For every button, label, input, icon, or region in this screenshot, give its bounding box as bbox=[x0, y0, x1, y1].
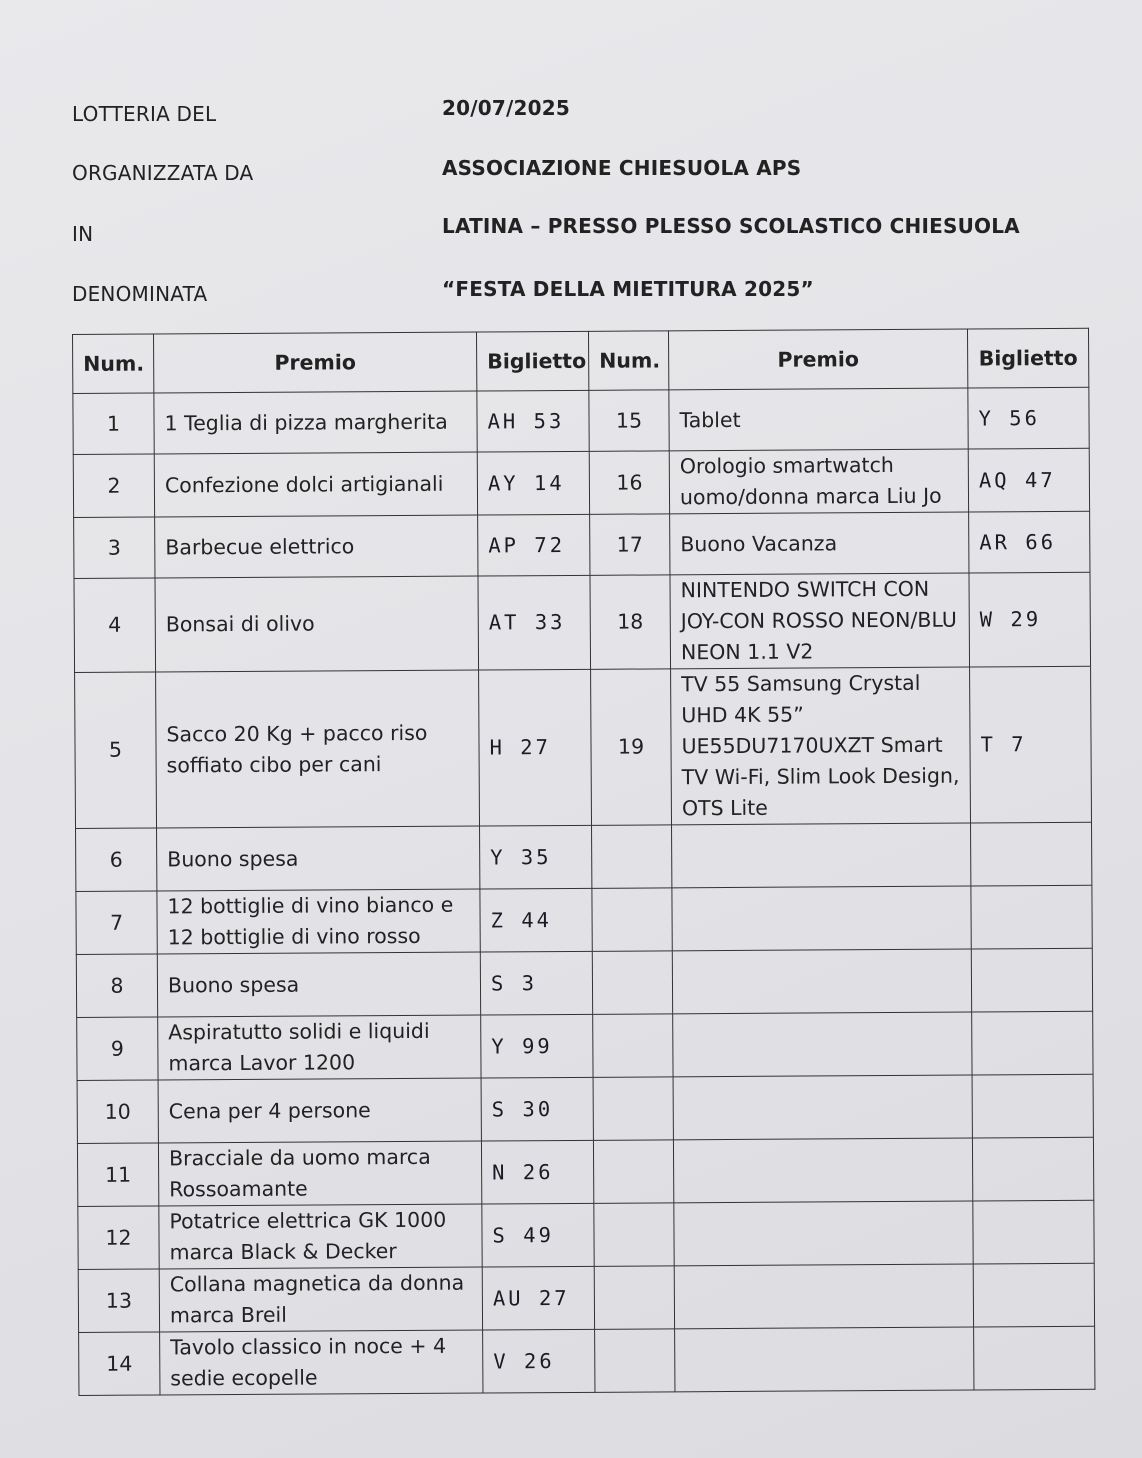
prize-description-right: Orologio smartwatch uomo/donna marca Liu Jo bbox=[669, 449, 968, 514]
prize-table bbox=[72, 328, 1095, 1396]
table-row bbox=[75, 666, 1092, 828]
table-row bbox=[74, 511, 1090, 578]
winning-ticket-left: AH 53 bbox=[477, 390, 589, 452]
winning-ticket-right: AQ 47 bbox=[968, 448, 1089, 512]
table-row bbox=[73, 387, 1089, 454]
prize-number-left: 1 bbox=[73, 393, 154, 454]
prize-number-left: 3 bbox=[74, 517, 155, 578]
prize-description-right bbox=[674, 1264, 973, 1329]
winning-ticket-right bbox=[971, 948, 1092, 1012]
winning-ticket-left: Y 99 bbox=[481, 1014, 593, 1078]
prize-number-right: 15 bbox=[589, 390, 669, 451]
winning-ticket-left: Z 44 bbox=[480, 888, 592, 952]
header-label-organizer: ORGANIZZATA DA bbox=[72, 161, 254, 185]
column-header-ticket-right: Biglietto bbox=[967, 328, 1088, 388]
column-header-ticket-left: Biglietto bbox=[476, 331, 588, 391]
table-row bbox=[77, 1074, 1093, 1143]
winning-ticket-left: AU 27 bbox=[482, 1266, 594, 1330]
prize-description-left: 1 Teglia di pizza margherita bbox=[154, 391, 477, 454]
prize-number-left: 12 bbox=[78, 1206, 159, 1269]
prize-number-right bbox=[593, 1014, 673, 1077]
prize-description-right bbox=[673, 1075, 972, 1140]
prize-number-left: 9 bbox=[77, 1017, 158, 1080]
header-label-lottery: LOTTERIA DEL bbox=[72, 102, 217, 126]
prize-number-right bbox=[593, 1140, 673, 1203]
prize-description-left: 12 bottiglie di vino bianco e 12 bottiglie di vino rosso bbox=[157, 889, 480, 954]
prize-description-right: Tablet bbox=[669, 388, 968, 451]
prize-description-right bbox=[672, 949, 971, 1014]
table-row bbox=[78, 1200, 1094, 1269]
winning-ticket-left: Y 35 bbox=[480, 825, 592, 889]
winning-ticket-left: N 26 bbox=[481, 1140, 593, 1204]
table-header-row bbox=[73, 328, 1089, 393]
header-label-place: IN bbox=[72, 222, 94, 246]
prize-number-left: 2 bbox=[73, 454, 154, 517]
winning-ticket-left: V 26 bbox=[483, 1329, 595, 1393]
prize-description-left: Confezione dolci artigianali bbox=[154, 452, 477, 517]
prize-description-left: Tavolo classico in noce + 4 sedie ecopelle bbox=[160, 1330, 483, 1395]
prize-number-right: 19 bbox=[591, 669, 672, 825]
winning-ticket-right bbox=[972, 1074, 1093, 1138]
table-row bbox=[76, 948, 1092, 1017]
prize-number-left: 10 bbox=[77, 1080, 158, 1143]
winning-ticket-left: H 27 bbox=[479, 669, 592, 826]
prize-number-right bbox=[595, 1329, 675, 1392]
prize-number-right: 17 bbox=[590, 514, 670, 575]
prize-description-left: Sacco 20 Kg + pacco riso soffiato cibo per cani bbox=[156, 670, 480, 828]
prize-description-left: Collana magnetica da donna marca Breil bbox=[159, 1267, 482, 1332]
column-header-num-right: Num. bbox=[588, 331, 668, 390]
prize-description-right bbox=[672, 823, 971, 888]
prize-number-left: 7 bbox=[76, 891, 157, 954]
prize-description-right bbox=[673, 1012, 972, 1077]
header-value-date: 20/07/2025 bbox=[442, 96, 570, 120]
winning-ticket-right bbox=[973, 1263, 1094, 1327]
prize-description-left: Cena per 4 persone bbox=[158, 1078, 481, 1143]
prize-number-right: 16 bbox=[589, 451, 669, 514]
winning-ticket-right bbox=[971, 822, 1092, 886]
winning-ticket-right bbox=[971, 885, 1092, 949]
winning-ticket-left: AT 33 bbox=[478, 575, 591, 670]
prize-number-left: 11 bbox=[77, 1143, 158, 1206]
winning-ticket-right bbox=[972, 1137, 1093, 1201]
table-row bbox=[76, 822, 1092, 891]
prize-description-left: Buono spesa bbox=[157, 826, 480, 891]
winning-ticket-left: S 30 bbox=[481, 1077, 593, 1141]
prize-description-right bbox=[673, 1138, 972, 1203]
header-value-organizer: ASSOCIAZIONE CHIESUOLA APS bbox=[442, 156, 802, 180]
header-value-place: LATINA – PRESSO PLESSO SCOLASTICO CHIESUOLA bbox=[442, 214, 1020, 238]
column-header-num-left: Num. bbox=[73, 334, 154, 393]
prize-number-left: 5 bbox=[75, 672, 157, 828]
column-header-prize-right: Premio bbox=[668, 329, 967, 390]
prize-rows bbox=[73, 387, 1095, 1395]
prize-description-left: Bracciale da uomo marca Rossoamante bbox=[158, 1141, 481, 1206]
prize-description-right: TV 55 Samsung Crystal UHD 4K 55” UE55DU7170UXZT Smart TV Wi-Fi, Slim Look Design, OTS Lite bbox=[671, 667, 971, 825]
winning-ticket-right: Y 56 bbox=[968, 387, 1089, 449]
prize-number-right bbox=[593, 1077, 673, 1140]
prize-description-right bbox=[675, 1327, 974, 1392]
prize-number-right bbox=[592, 888, 672, 951]
prize-number-left: 4 bbox=[74, 578, 156, 672]
header-value-name: “FESTA DELLA MIETITURA 2025” bbox=[442, 277, 814, 301]
prize-description-left: Buono spesa bbox=[157, 952, 480, 1017]
table-row bbox=[79, 1326, 1095, 1395]
winning-ticket-right bbox=[973, 1200, 1094, 1264]
winning-ticket-right: W 29 bbox=[969, 572, 1091, 667]
table-row bbox=[78, 1263, 1094, 1332]
winning-ticket-left: S 49 bbox=[482, 1203, 594, 1267]
prize-description-left: Potatrice elettrica GK 1000 marca Black & Decker bbox=[159, 1204, 482, 1269]
prize-description-right bbox=[674, 1201, 973, 1266]
winning-ticket-right bbox=[972, 1011, 1093, 1075]
prize-number-left: 6 bbox=[76, 828, 157, 891]
prize-number-right bbox=[592, 951, 672, 1014]
table-row bbox=[74, 572, 1091, 672]
prize-description-left: Aspiratutto solidi e liquidi marca Lavor 1200 bbox=[158, 1015, 481, 1080]
prize-description-left: Barbecue elettrico bbox=[155, 515, 478, 578]
prize-number-left: 13 bbox=[78, 1269, 159, 1332]
prize-number-right bbox=[592, 825, 672, 888]
header-label-name: DENOMINATA bbox=[72, 282, 208, 306]
winning-ticket-left: AY 14 bbox=[477, 451, 589, 515]
prize-number-left: 14 bbox=[79, 1332, 160, 1395]
prize-description-right: Buono Vacanza bbox=[670, 512, 969, 575]
prize-number-left: 8 bbox=[76, 954, 157, 1017]
table-row bbox=[77, 1011, 1093, 1080]
winning-ticket-left: AP 72 bbox=[478, 514, 590, 576]
prize-description-left: Bonsai di olivo bbox=[155, 576, 479, 672]
prize-description-right: NINTENDO SWITCH CON JOY-CON ROSSO NEON/BLU NEON 1.1 V2 bbox=[670, 573, 970, 669]
prize-number-right bbox=[594, 1266, 674, 1329]
column-header-prize-left: Premio bbox=[154, 332, 477, 393]
winning-ticket-right bbox=[974, 1326, 1095, 1390]
prize-number-right: 18 bbox=[590, 575, 671, 669]
table-row bbox=[77, 1137, 1093, 1206]
prize-number-right bbox=[594, 1203, 674, 1266]
winning-ticket-right: T 7 bbox=[970, 666, 1092, 823]
table-row bbox=[76, 885, 1092, 954]
prize-description-right bbox=[672, 886, 971, 951]
table-row bbox=[73, 448, 1089, 517]
winning-ticket-right: AR 66 bbox=[969, 511, 1090, 573]
winning-ticket-left: S 3 bbox=[480, 951, 592, 1015]
